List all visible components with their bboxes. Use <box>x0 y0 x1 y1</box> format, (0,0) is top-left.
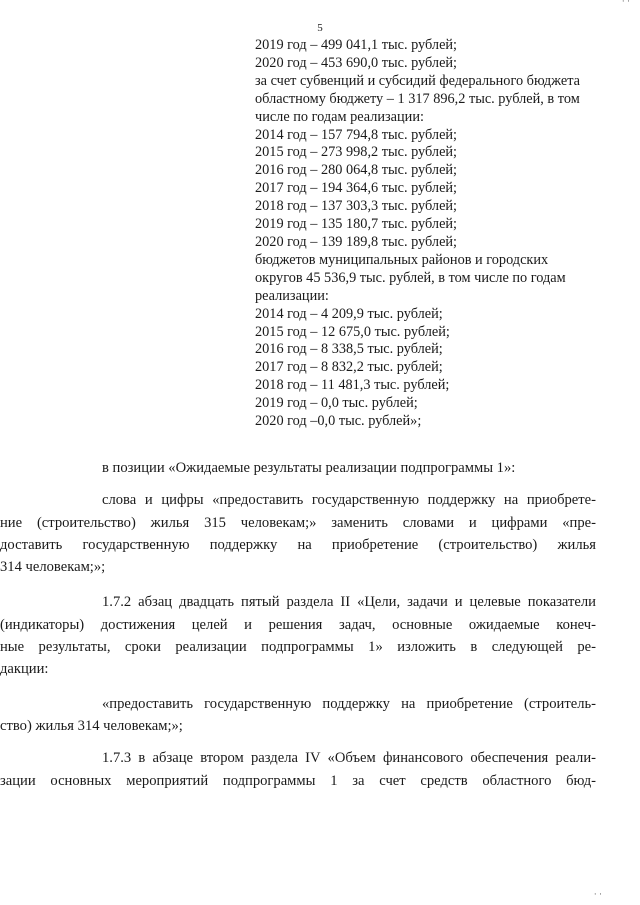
document-body <box>0 457 596 792</box>
funding-line: 2019 год – 499 041,1 тыс. рублей; <box>255 37 458 53</box>
funding-line: бюджетов муниципальных районов и городских <box>255 251 549 268</box>
funding-line: 2018 год – 11 481,3 тыс. рублей; <box>255 377 450 394</box>
funding-line: 2017 год – 194 364,6 тыс. рублей; <box>255 180 458 197</box>
funding-line: 2018 год – 137 303,3 тыс. рублей; <box>255 198 458 215</box>
paragraph-line: слова и цифры «предоставить государственную поддержку на приобрете- <box>102 492 596 509</box>
funding-line: числе по годам реализации: <box>255 108 424 125</box>
funding-line: 2017 год – 8 832,2 тыс. рублей; <box>255 359 443 376</box>
paragraph-line: доставить государственную поддержку на приобретение (строительство) жилья <box>0 536 596 553</box>
paragraph-line: ство) жилья 314 человекам;»; <box>0 717 183 734</box>
funding-line: за счет субвенций и субсидий федерального бюджета <box>255 72 580 89</box>
paragraph-line: «предоставить государственную поддержку на приобретение (строитель- <box>102 695 596 712</box>
paragraph-1-7-2 <box>0 591 596 680</box>
funding-line: областному бюджету – 1 317 896,2 тыс. рублей, в том <box>255 90 580 107</box>
funding-line: 2014 год – 4 209,9 тыс. рублей; <box>255 305 443 322</box>
funding-line: 2015 год – 12 675,0 тыс. рублей; <box>255 323 450 340</box>
funding-line: 2020 год –0,0 тыс. рублей»; <box>255 413 422 430</box>
paragraph-line: ние (строительство) жилья 315 человекам;» заменить словами и цифрами «пре- <box>0 514 596 531</box>
funding-line: 2019 год – 0,0 тыс. рублей; <box>255 395 418 412</box>
funding-line: 2020 год – 139 189,8 тыс. рублей; <box>255 233 458 250</box>
paragraph-expected-results <box>102 457 596 479</box>
funding-line: 2016 год – 280 064,8 тыс. рублей; <box>255 162 458 179</box>
funding-line: 2015 год – 273 998,2 тыс. рублей; <box>255 144 458 161</box>
funding-line: 2019 год – 135 180,7 тыс. рублей; <box>255 216 458 233</box>
funding-cell-text <box>255 37 600 431</box>
paragraph-line: 1.7.2 абзац двадцать пятый раздела II «Цели, задачи и целевые показатели <box>102 594 596 611</box>
funding-line: 2014 год – 157 794,8 тыс. рублей; <box>255 126 458 143</box>
paragraph-replace-words <box>0 489 596 578</box>
corner-mark-bottom: · · <box>593 889 602 899</box>
paragraph-new-wording <box>0 693 596 738</box>
paragraph-1-7-3 <box>0 747 596 792</box>
paragraph-line: (индикаторы) достижения целей и решения задач, основные ожидаемые конеч- <box>0 616 596 633</box>
funding-line: 2020 год – 453 690,0 тыс. рублей; <box>255 54 458 71</box>
funding-line: округов 45 536,9 тыс. рублей, в том числе по годам <box>255 269 566 286</box>
paragraph-line: ные результаты, сроки реализации подпрограммы 1» изложить в следующей ре- <box>0 639 596 656</box>
corner-mark-top: · · <box>621 0 630 6</box>
paragraph-line: дакции: <box>0 661 49 678</box>
funding-line: 2016 год – 8 338,5 тыс. рублей; <box>255 341 443 358</box>
paragraph-line: 1.7.3 в абзаце втором раздела IV «Объем финансового обеспечения реали- <box>102 750 596 767</box>
page-number: 5 <box>317 22 323 34</box>
paragraph-line: 314 человекам;»; <box>0 559 106 576</box>
funding-line: реализации: <box>255 287 329 304</box>
paragraph-line: зации основных мероприятий подпрограммы 1 за счет средств областного бюд- <box>0 772 596 789</box>
paragraph-line: в позиции «Ожидаемые результаты реализации подпрограммы 1»: <box>102 460 516 476</box>
